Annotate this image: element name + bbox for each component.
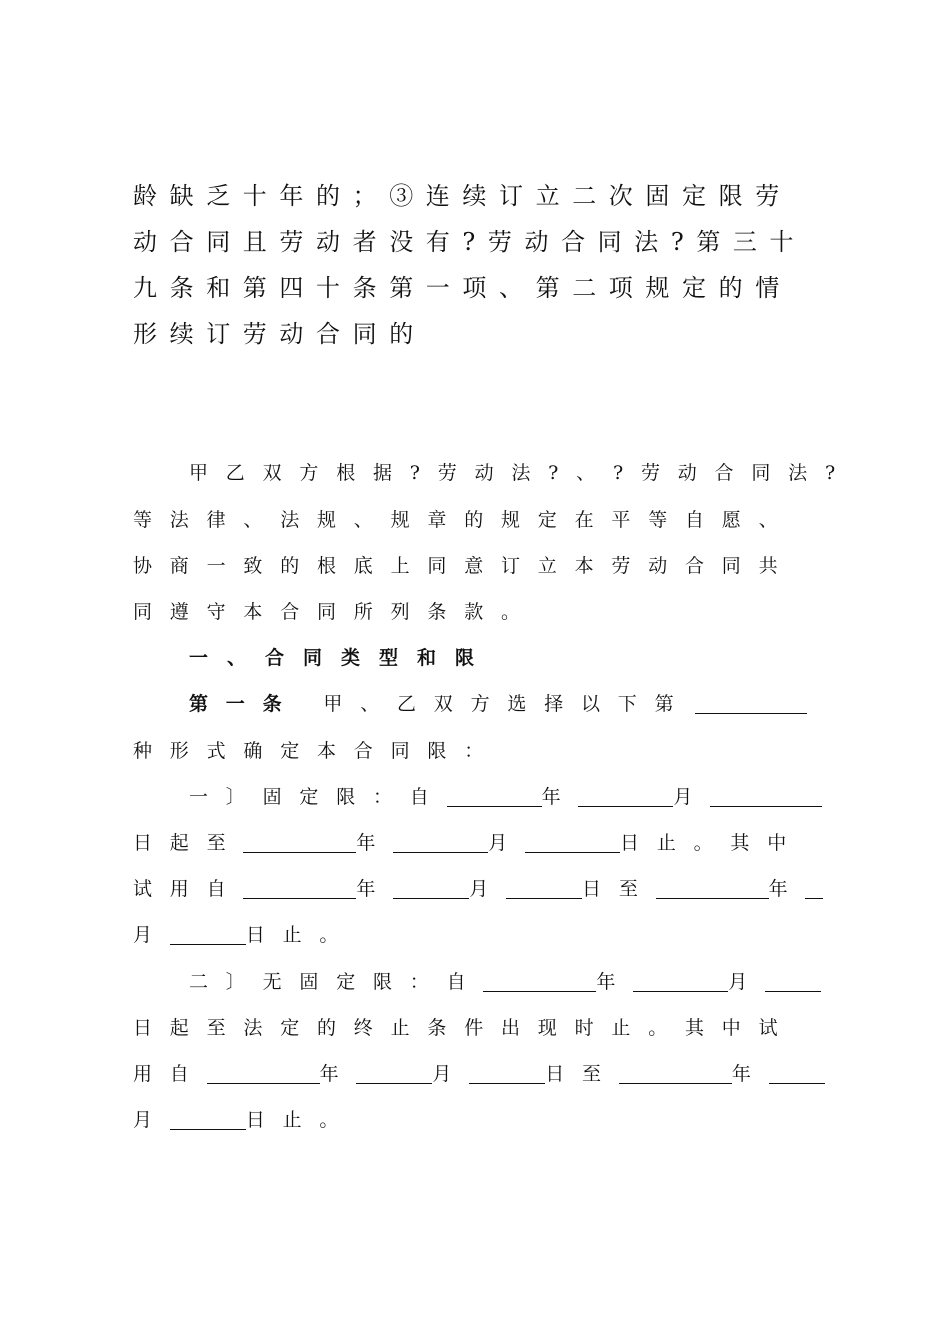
fixed-line-1 (189, 782, 822, 809)
intro-line-1: 龄缺乏十年的；③连续订立二次固定限劳 (133, 182, 792, 210)
article-1-line-2: 种形式确定本合同限： (133, 740, 502, 762)
year-label: 年 (356, 878, 394, 900)
form-choice-blank[interactable] (695, 693, 807, 714)
probation-start: 试用自 (133, 878, 244, 900)
month-label: 月 (133, 1109, 170, 1131)
month-label: 月 (728, 971, 766, 993)
article-1-line-1 (189, 689, 807, 716)
month-label: 月 (673, 786, 711, 808)
fixed-end-month-blank[interactable] (393, 832, 488, 853)
article-1-text: 甲、乙双方选择以下第 (323, 693, 692, 715)
unfixed-probation-end-day-blank[interactable] (170, 1109, 246, 1130)
unfixed-probation-start-month-blank[interactable] (356, 1063, 432, 1084)
preamble-line-3: 协商一致的根底上同意订立本劳动合同共 (133, 555, 796, 577)
probation-end-year-blank[interactable] (656, 878, 769, 899)
unfixed-start-day-blank[interactable] (765, 971, 821, 992)
fixed-start-day-blank[interactable] (710, 786, 822, 807)
probation-end-day-blank[interactable] (170, 924, 246, 945)
year-label: 年 (768, 878, 806, 900)
fixed-term-label: 一〕固定限：自 (189, 786, 447, 808)
unfixed-probation-start-day-blank[interactable] (469, 1063, 545, 1084)
unfixed-term-label: 二〕无固定限：自 (189, 971, 484, 993)
month-label: 月 (488, 832, 526, 854)
intro-line-4: 形续订劳动合同的 (133, 320, 426, 348)
fixed-end-day-blank[interactable] (525, 832, 620, 853)
fixed-line-3 (133, 874, 823, 901)
article-label: 第一条 (189, 693, 300, 715)
fixed-line-4 (133, 920, 356, 947)
unfixed-probation-start: 用自 (133, 1063, 207, 1085)
unfixed-line-2: 日起至法定的终止条件出现时止。其中试 (133, 1017, 796, 1039)
unfixed-line-4 (133, 1105, 356, 1132)
fixed-start-month-blank[interactable] (578, 786, 673, 807)
year-label: 年 (319, 1063, 357, 1085)
year-label: 年 (596, 971, 634, 993)
fixed-end-year-blank[interactable] (243, 832, 356, 853)
end-label: 日止。 (245, 924, 357, 946)
fixed-line-2 (133, 828, 804, 855)
preamble-line-4: 同遵守本合同所列条款。 (133, 601, 538, 623)
intro-line-3: 九条和第四十条第一项、第二项规定的情 (133, 274, 792, 302)
preamble-line-2: 等法律、法规、规章的规定在平等自愿、 (133, 509, 796, 531)
month-label: 月 (432, 1063, 470, 1085)
intro-line-2: 动合同且劳动者没有?劳动合同法?第三十 (133, 228, 807, 256)
month-label: 月 (469, 878, 507, 900)
month-label: 月 (133, 924, 170, 946)
probation-start-day-blank[interactable] (506, 878, 582, 899)
unfixed-line-3 (133, 1059, 825, 1086)
probation-start-year-blank[interactable] (243, 878, 356, 899)
day-to-label: 日至 (545, 1063, 619, 1085)
unfixed-line-1 (189, 967, 821, 994)
fixed-line-2-start: 日起至 (133, 832, 244, 854)
fixed-start-year-blank[interactable] (447, 786, 542, 807)
probation-end-month-blank[interactable] (805, 878, 823, 899)
preamble-line-1: 甲乙双方根据?劳动法?、?劳动合同法? (189, 462, 853, 484)
section-heading: 一、合同类型和限 (189, 647, 494, 669)
end-label: 日止。 (245, 1109, 357, 1131)
fixed-line-2-end: 日止。其中 (620, 832, 805, 854)
day-to-label: 日至 (582, 878, 656, 900)
year-label: 年 (541, 786, 579, 808)
year-label: 年 (356, 832, 394, 854)
unfixed-probation-start-year-blank[interactable] (207, 1063, 320, 1084)
unfixed-probation-end-month-blank[interactable] (769, 1063, 825, 1084)
year-label: 年 (731, 1063, 769, 1085)
probation-start-month-blank[interactable] (393, 878, 469, 899)
unfixed-start-month-blank[interactable] (633, 971, 728, 992)
unfixed-probation-end-year-blank[interactable] (619, 1063, 732, 1084)
unfixed-start-year-blank[interactable] (483, 971, 596, 992)
